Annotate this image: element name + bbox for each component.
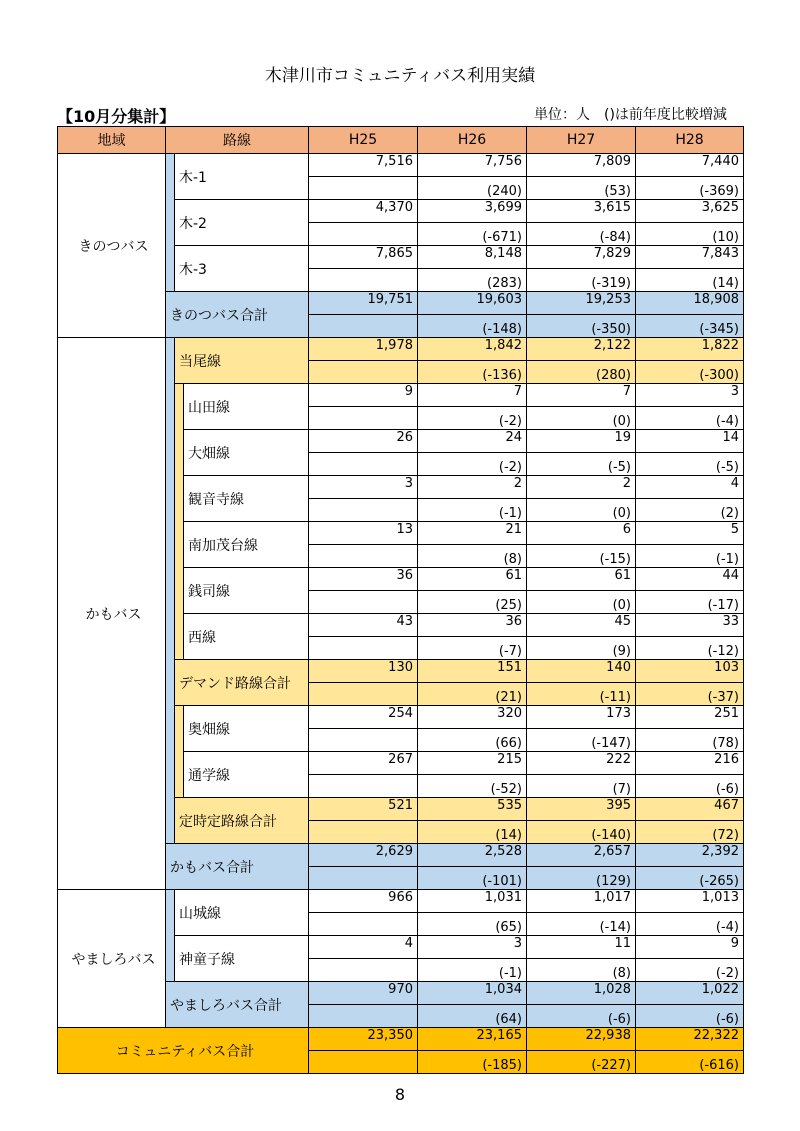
route-name-ki1: 木-1 — [175, 154, 309, 200]
change-cell: (-2) — [636, 959, 744, 982]
value-cell: 2,528 — [418, 844, 527, 867]
change-cell: (-4) — [636, 913, 744, 936]
group-bar — [166, 338, 175, 844]
value-cell: 13 — [309, 522, 418, 545]
change-cell: (25) — [418, 591, 527, 614]
value-cell: 19 — [527, 430, 636, 453]
header-h26: H26 — [418, 127, 527, 154]
change-cell: (-6) — [636, 775, 744, 798]
value-cell: 11 — [527, 936, 636, 959]
change-cell — [309, 177, 418, 200]
route-name-tsugaku: 通学線 — [184, 752, 309, 798]
change-cell: (-369) — [636, 177, 744, 200]
value-cell: 36 — [309, 568, 418, 591]
value-cell: 33 — [636, 614, 744, 637]
value-cell: 9 — [636, 936, 744, 959]
region-kizu: きのつバス — [58, 154, 166, 338]
change-cell — [309, 637, 418, 660]
value-cell: 23,165 — [418, 1028, 527, 1051]
value-cell: 7,829 — [527, 246, 636, 269]
value-cell: 7,756 — [418, 154, 527, 177]
change-cell: (14) — [418, 821, 527, 844]
route-name-jindoji: 神童子線 — [175, 936, 309, 982]
value-cell: 44 — [636, 568, 744, 591]
value-cell: 1,031 — [418, 890, 527, 913]
value-cell: 1,022 — [636, 982, 744, 1005]
value-cell: 45 — [527, 614, 636, 637]
group-bar — [166, 890, 175, 982]
route-name-yamashiro_line: 山城線 — [175, 890, 309, 936]
value-cell: 3 — [418, 936, 527, 959]
value-cell: 14 — [636, 430, 744, 453]
change-cell: (-147) — [527, 729, 636, 752]
change-cell — [309, 775, 418, 798]
change-cell: (64) — [418, 1005, 527, 1028]
change-cell: (78) — [636, 729, 744, 752]
route-name-minamikamo: 南加茂台線 — [184, 522, 309, 568]
change-cell — [309, 821, 418, 844]
value-cell: 173 — [527, 706, 636, 729]
group-bar — [175, 384, 184, 660]
change-cell: (-52) — [418, 775, 527, 798]
value-cell: 61 — [418, 568, 527, 591]
change-cell: (240) — [418, 177, 527, 200]
value-cell: 2,657 — [527, 844, 636, 867]
value-cell: 61 — [527, 568, 636, 591]
change-cell: (-7) — [418, 637, 527, 660]
grand-total-row — [58, 1028, 744, 1051]
change-cell — [309, 545, 418, 568]
change-cell: (65) — [418, 913, 527, 936]
header-row — [58, 127, 744, 154]
region-kamo: かもバス — [58, 338, 166, 890]
change-cell: (0) — [527, 499, 636, 522]
header-route: 路線 — [166, 127, 309, 154]
page-number: 8 — [394, 1085, 406, 1104]
change-cell — [309, 1005, 418, 1028]
route-name-ki2: 木-2 — [175, 200, 309, 246]
change-cell: (280) — [527, 361, 636, 384]
value-cell: 1,017 — [527, 890, 636, 913]
change-cell: (14) — [636, 269, 744, 292]
unit-note: 単位：人 ()は前年度比較増減 — [534, 107, 727, 123]
change-cell — [309, 683, 418, 706]
change-cell: (0) — [527, 591, 636, 614]
value-cell: 1,034 — [418, 982, 527, 1005]
value-cell: 21 — [418, 522, 527, 545]
change-cell: (0) — [527, 407, 636, 430]
value-cell: 7,440 — [636, 154, 744, 177]
value-cell: 2,122 — [527, 338, 636, 361]
ridership-table — [57, 126, 744, 1074]
change-cell — [309, 591, 418, 614]
value-cell: 3 — [309, 476, 418, 499]
page-title: 木津川市コミュニティバス利用実績 — [264, 66, 536, 86]
value-cell: 3 — [636, 384, 744, 407]
table-row — [58, 154, 744, 177]
change-cell: (-5) — [527, 453, 636, 476]
change-cell — [309, 867, 418, 890]
change-cell: (-671) — [418, 223, 527, 246]
change-cell: (-101) — [418, 867, 527, 890]
change-cell: (-5) — [636, 453, 744, 476]
change-cell — [309, 913, 418, 936]
change-cell: (-2) — [418, 407, 527, 430]
change-cell — [309, 959, 418, 982]
value-cell: 24 — [418, 430, 527, 453]
value-cell: 2,392 — [636, 844, 744, 867]
value-cell: 7,809 — [527, 154, 636, 177]
route-name-ki3: 木-3 — [175, 246, 309, 292]
table-row — [58, 890, 744, 913]
change-cell — [309, 315, 418, 338]
change-cell: (-15) — [527, 545, 636, 568]
change-cell: (-11) — [527, 683, 636, 706]
value-cell: 4 — [309, 936, 418, 959]
table-row — [58, 338, 744, 361]
value-cell: 535 — [418, 798, 527, 821]
route-name-tobi: 当尾線 — [175, 338, 309, 384]
value-cell: 254 — [309, 706, 418, 729]
value-cell: 36 — [418, 614, 527, 637]
change-cell: (9) — [527, 637, 636, 660]
value-cell: 251 — [636, 706, 744, 729]
value-cell: 3,615 — [527, 200, 636, 223]
value-cell: 1,978 — [309, 338, 418, 361]
change-cell: (-185) — [418, 1051, 527, 1074]
value-cell: 6 — [527, 522, 636, 545]
change-cell: (-350) — [527, 315, 636, 338]
change-cell: (72) — [636, 821, 744, 844]
value-cell: 8,148 — [418, 246, 527, 269]
value-cell: 1,028 — [527, 982, 636, 1005]
value-cell: 320 — [418, 706, 527, 729]
value-cell: 22,322 — [636, 1028, 744, 1051]
value-cell: 26 — [309, 430, 418, 453]
value-cell: 19,253 — [527, 292, 636, 315]
value-cell: 5 — [636, 522, 744, 545]
route-name-yamada: 山田線 — [184, 384, 309, 430]
change-cell: (129) — [527, 867, 636, 890]
change-cell: (-616) — [636, 1051, 744, 1074]
value-cell: 1,013 — [636, 890, 744, 913]
value-cell: 7,865 — [309, 246, 418, 269]
value-cell: 2 — [527, 476, 636, 499]
change-cell: (-17) — [636, 591, 744, 614]
value-cell: 4 — [636, 476, 744, 499]
route-name-kamo_total: かもバス合計 — [166, 844, 309, 890]
value-cell: 7 — [418, 384, 527, 407]
change-cell: (-6) — [636, 1005, 744, 1028]
group-bar — [166, 154, 175, 292]
change-cell — [309, 269, 418, 292]
value-cell: 23,350 — [309, 1028, 418, 1051]
route-name-nishi: 西線 — [184, 614, 309, 660]
value-cell: 7 — [527, 384, 636, 407]
value-cell: 7,516 — [309, 154, 418, 177]
change-cell — [309, 453, 418, 476]
change-cell: (-300) — [636, 361, 744, 384]
value-cell: 3,625 — [636, 200, 744, 223]
value-cell: 19,603 — [418, 292, 527, 315]
value-cell: 970 — [309, 982, 418, 1005]
value-cell: 1,822 — [636, 338, 744, 361]
change-cell — [309, 499, 418, 522]
change-cell: (2) — [636, 499, 744, 522]
change-cell: (7) — [527, 775, 636, 798]
change-cell: (-12) — [636, 637, 744, 660]
value-cell: 9 — [309, 384, 418, 407]
change-cell: (-14) — [527, 913, 636, 936]
change-cell — [309, 729, 418, 752]
value-cell: 22,938 — [527, 1028, 636, 1051]
change-cell: (-136) — [418, 361, 527, 384]
change-cell: (-37) — [636, 683, 744, 706]
value-cell: 222 — [527, 752, 636, 775]
route-name-kannonji: 観音寺線 — [184, 476, 309, 522]
value-cell: 2,629 — [309, 844, 418, 867]
header-h27: H27 — [527, 127, 636, 154]
change-cell: (-2) — [418, 453, 527, 476]
change-cell: (-1) — [636, 545, 744, 568]
value-cell: 521 — [309, 798, 418, 821]
header-h25: H25 — [309, 127, 418, 154]
value-cell: 4,370 — [309, 200, 418, 223]
change-cell: (-345) — [636, 315, 744, 338]
change-cell — [309, 407, 418, 430]
route-name-zenji: 銭司線 — [184, 568, 309, 614]
value-cell: 140 — [527, 660, 636, 683]
change-cell — [309, 1051, 418, 1074]
change-cell: (-1) — [418, 959, 527, 982]
change-cell: (53) — [527, 177, 636, 200]
change-cell: (-148) — [418, 315, 527, 338]
value-cell: 19,751 — [309, 292, 418, 315]
change-cell: (21) — [418, 683, 527, 706]
route-name-teiji_total: 定時定路線合計 — [175, 798, 309, 844]
section-label: 【10月分集計】 — [57, 107, 176, 126]
value-cell: 966 — [309, 890, 418, 913]
value-cell: 2 — [418, 476, 527, 499]
value-cell: 216 — [636, 752, 744, 775]
change-cell: (8) — [527, 959, 636, 982]
change-cell: (-140) — [527, 821, 636, 844]
header-region: 地域 — [58, 127, 166, 154]
change-cell: (-84) — [527, 223, 636, 246]
route-name-demand_total: デマンド路線合計 — [175, 660, 309, 706]
change-cell — [309, 223, 418, 246]
change-cell — [309, 361, 418, 384]
route-name-okuhata: 奥畑線 — [184, 706, 309, 752]
value-cell: 3,699 — [418, 200, 527, 223]
change-cell: (8) — [418, 545, 527, 568]
value-cell: 103 — [636, 660, 744, 683]
change-cell: (10) — [636, 223, 744, 246]
value-cell: 267 — [309, 752, 418, 775]
value-cell: 18,908 — [636, 292, 744, 315]
route-name-kizu_total: きのつバス合計 — [166, 292, 309, 338]
change-cell: (-319) — [527, 269, 636, 292]
change-cell: (66) — [418, 729, 527, 752]
value-cell: 1,842 — [418, 338, 527, 361]
route-name-ohata: 大畑線 — [184, 430, 309, 476]
value-cell: 395 — [527, 798, 636, 821]
value-cell: 467 — [636, 798, 744, 821]
change-cell: (-4) — [636, 407, 744, 430]
region-yamashiro: やましろバス — [58, 890, 166, 1028]
header-h28: H28 — [636, 127, 744, 154]
value-cell: 43 — [309, 614, 418, 637]
change-cell: (-6) — [527, 1005, 636, 1028]
value-cell: 151 — [418, 660, 527, 683]
route-name-yamashiro_total: やましろバス合計 — [166, 982, 309, 1028]
value-cell: 130 — [309, 660, 418, 683]
group-bar — [175, 706, 184, 798]
value-cell: 215 — [418, 752, 527, 775]
change-cell: (-227) — [527, 1051, 636, 1074]
grand-total-label: コミュニティバス合計 — [58, 1028, 309, 1074]
change-cell: (283) — [418, 269, 527, 292]
value-cell: 7,843 — [636, 246, 744, 269]
change-cell: (-1) — [418, 499, 527, 522]
change-cell: (-265) — [636, 867, 744, 890]
